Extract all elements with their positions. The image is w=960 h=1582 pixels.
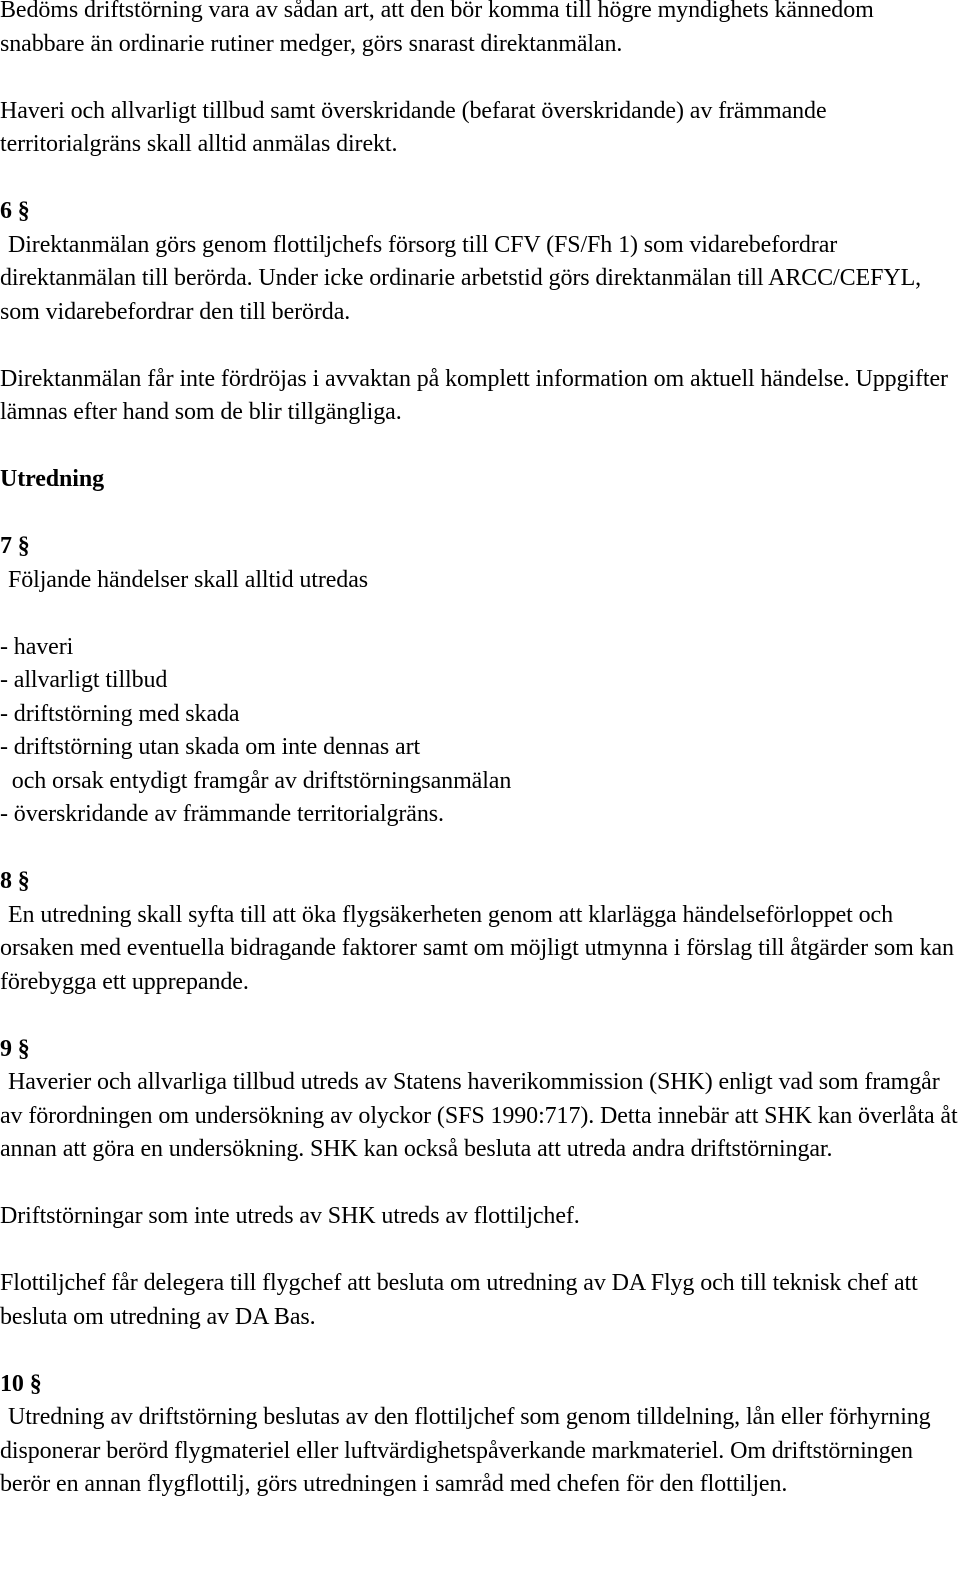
intro-paragraph-2: Haveri och allvarligt tillbud samt överskridande (befarat överskridande) av främmande territorialgräns skall alltid anmälas direkt. [0,97,827,157]
spacer [0,329,958,363]
list-item: - allvarligt tillbud [0,667,168,693]
section-8-heading: 8 § [0,868,30,894]
spacer [0,1234,958,1268]
section-7-paragraph-1: Följande händelser skall alltid utredas [8,566,369,593]
spacer [0,162,958,196]
spacer [0,497,958,531]
list-item: - haveri [0,633,74,660]
spacer [0,832,958,866]
section-9-paragraph-1: Haverier och allvarliga tillbud utreds av Statens haverikommission (SHK) enligt vad som framgår av förordningen om undersökning av olyckor (SFS 1990:717). Detta innebär att SHK kan överlåta åt annan att göra en undersökning. SHK kan också besluta att utreda andra driftstörningar. [0,1069,958,1162]
list-item: och orsak entydigt framgår av driftstörningsanmälan [0,767,512,794]
intro-paragraph-1: Bedöms driftstörning vara av sådan art, att den bör komma till högre myndighets kännedom snabbare än ordinarie rutiner medger, görs snarast direktanmälan. [0,0,874,57]
section-9-paragraph-3: Flottiljchef får delegera till flygchef att besluta om utredning av DA Flyg och till teknisk chef att besluta om utredning av DA Bas. [0,1270,918,1330]
spacer [0,999,958,1033]
utredning-heading: Utredning [0,466,105,492]
section-6-paragraph-2: Direktanmälan får inte fördröjas i avvaktan på komplett information om aktuell händelse. Uppgifter lämnas efter hand som de blir tillgängliga. [0,365,948,425]
section-6-heading: 6 § [0,198,30,224]
list-item: - överskridande av främmande territorialgräns. [0,801,444,827]
section-6-paragraph-1: Direktanmälan görs genom flottiljchefs försorg till CFV (FS/Fh 1) som vidarebefordrar direktanmälan till berörda. Under icke ordinarie arbetstid görs direktanmälan till ARCC/CEFYL, som vidarebefordrar den till berörda. [0,231,922,325]
spacer [0,597,958,631]
spacer [0,1334,958,1368]
list-item: - driftstörning med skada [0,700,240,727]
section-9-heading: 9 § [0,1035,30,1062]
spacer [0,61,958,95]
section-7-list [0,631,958,832]
spacer [0,1167,958,1201]
section-10-paragraph-1: Utredning av driftstörning beslutas av den flottiljchef som genom tilldelning, lån eller förhyrning disponerar berörd flygmateriel eller luftvärdighetspåverkande markmateriel. Om driftstörningen berör en annan flygflottilj, görs utredningen i samråd med chefen för den flottiljen. [0,1404,931,1497]
spacer [0,430,958,464]
section-7-heading: 7 § [0,533,30,559]
list-item: - driftstörning utan skada om inte dennas art [0,734,421,760]
section-8-paragraph-1: En utredning skall syfta till att öka flygsäkerheten genom att klarlägga händelseförloppet och orsaken med eventuella bidragande faktorer samt om möjligt utmynna i förslag till åtgärder som kan förebygga ett upprepande. [0,901,954,995]
section-9-paragraph-2: Driftstörningar som inte utreds av SHK utreds av flottiljchef. [0,1203,580,1229]
section-10-heading: 10 § [0,1370,42,1397]
